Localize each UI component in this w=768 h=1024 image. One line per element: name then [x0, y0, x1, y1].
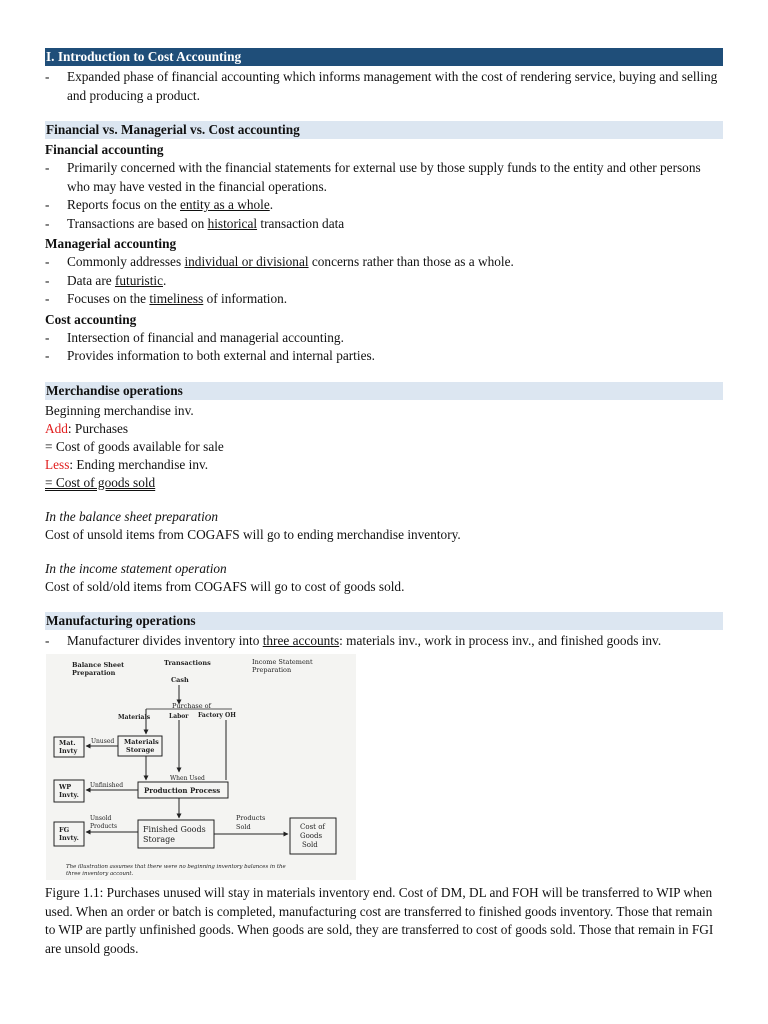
- section-heading-manufacturing: Manufacturing operations: [45, 612, 723, 630]
- list-item: - Transactions are based on historical transaction data: [45, 215, 345, 231]
- list-item: - Expanded phase of financial accounting which informs management with the cost of rendering service, buying and selling and producing a product.: [45, 69, 718, 103]
- label-balance-sheet: Preparation: [72, 669, 116, 677]
- svg-text:Storage: Storage: [126, 746, 155, 754]
- label-income-statement: Income Statement: [252, 658, 313, 666]
- label-unfinished: Unfinished: [90, 782, 124, 789]
- figure-manufacturing-flow: [46, 654, 356, 880]
- subheading-financial: Financial accounting: [45, 142, 164, 157]
- formula-line: Less: Ending merchandise inv.: [45, 456, 209, 472]
- subheading-cost: Cost accounting: [45, 311, 137, 327]
- label-income-statement: Preparation: [252, 666, 292, 674]
- svg-text:Goods: Goods: [300, 832, 323, 840]
- label-unused: Unused: [91, 738, 115, 745]
- list-item: - Data are futuristic.: [45, 272, 167, 288]
- paragraph: Cost of unsold items from COGAFS will go to ending merchandise inventory.: [45, 526, 461, 542]
- list-item: - Commonly addresses individual or divisional concerns rather than those as a whole.: [45, 254, 514, 269]
- label-transactions: Transactions: [164, 659, 211, 667]
- svg-text:Invty.: Invty.: [59, 791, 79, 799]
- formula-line: = Cost of goods available for sale: [45, 438, 224, 454]
- label-balance-sheet: Balance Sheet: [72, 661, 125, 669]
- figure-note: three inventory account.: [66, 871, 134, 877]
- section-heading-comparison: Financial vs. Managerial vs. Cost accounting: [45, 121, 723, 139]
- label-labor: Labor: [169, 713, 189, 720]
- label-materials: Materials: [118, 714, 151, 721]
- label-products-sold: Sold: [236, 823, 251, 831]
- label-when-used: When Used: [170, 775, 205, 782]
- svg-text:Invty.: Invty.: [59, 834, 79, 842]
- label-unsold-products: Unsold: [90, 815, 112, 822]
- svg-text:Storage: Storage: [143, 835, 175, 844]
- list-item: - Primarily concerned with the financial statements for external use by those supply funds to the entity and other persons who may have vested in the financial operations.: [45, 160, 701, 194]
- formula-line: Add: Purchases: [45, 420, 129, 436]
- label-purchase-of: Purchase of: [172, 702, 211, 710]
- svg-text:Cost of: Cost of: [300, 823, 326, 831]
- formula-line: Beginning merchandise inv.: [45, 402, 194, 418]
- list-item: - Intersection of financial and managerial accounting.: [45, 329, 344, 345]
- label-unsold-products: Products: [90, 823, 118, 830]
- label-factory-oh: Factory OH: [198, 712, 236, 719]
- svg-text:Mat.: Mat.: [59, 739, 76, 747]
- subheading-managerial: Managerial accounting: [45, 236, 177, 251]
- section-heading-intro: I. Introduction to Cost Accounting: [45, 48, 723, 66]
- section-heading-merchandise: Merchandise operations: [45, 382, 723, 400]
- svg-text:Production Process: Production Process: [144, 786, 221, 795]
- formula-total: = Cost of goods sold: [45, 474, 156, 490]
- svg-text:Invty: Invty: [59, 747, 78, 755]
- svg-text:Finished Goods: Finished Goods: [143, 825, 206, 834]
- svg-text:Materials: Materials: [124, 738, 159, 746]
- paragraph: Cost of sold/old items from COGAFS will go to cost of goods sold.: [45, 578, 405, 594]
- figure-caption: Figure 1.1: Purchases unused will stay in materials inventory end. Cost of DM, DL and FOH will be transferred to WIP when used. When an order or batch is completed, manufacturing cost are transferred to finished goods inventory. Those that remain to WIP are partly unfinished goods. When goods are sold, they are transferred to cost of goods sold. Those that remain in FGI are unsold goods.: [45, 885, 714, 956]
- list-item: - Focuses on the timeliness of information.: [45, 291, 288, 306]
- subheading-income-statement: In the income statement operation: [45, 560, 227, 576]
- list-item: - Provides information to both external and internal parties.: [45, 348, 375, 363]
- document-page: [45, 48, 723, 958]
- list-item: - Reports focus on the entity as a whole.: [45, 197, 274, 212]
- label-products-sold: Products: [236, 814, 266, 822]
- flow-diagram: [46, 654, 356, 880]
- list-item: - Manufacturer divides inventory into three accounts: materials inv., work in process inv., and finished goods inv.: [45, 632, 662, 648]
- svg-text:FG: FG: [59, 826, 70, 834]
- label-cash: Cash: [171, 676, 189, 684]
- svg-text:WP: WP: [59, 783, 72, 791]
- figure-note: The illustration assumes that there were no beginning inventory balances in the: [66, 864, 286, 870]
- svg-text:Sold: Sold: [302, 841, 318, 849]
- subheading-balance-sheet: In the balance sheet preparation: [45, 508, 219, 524]
